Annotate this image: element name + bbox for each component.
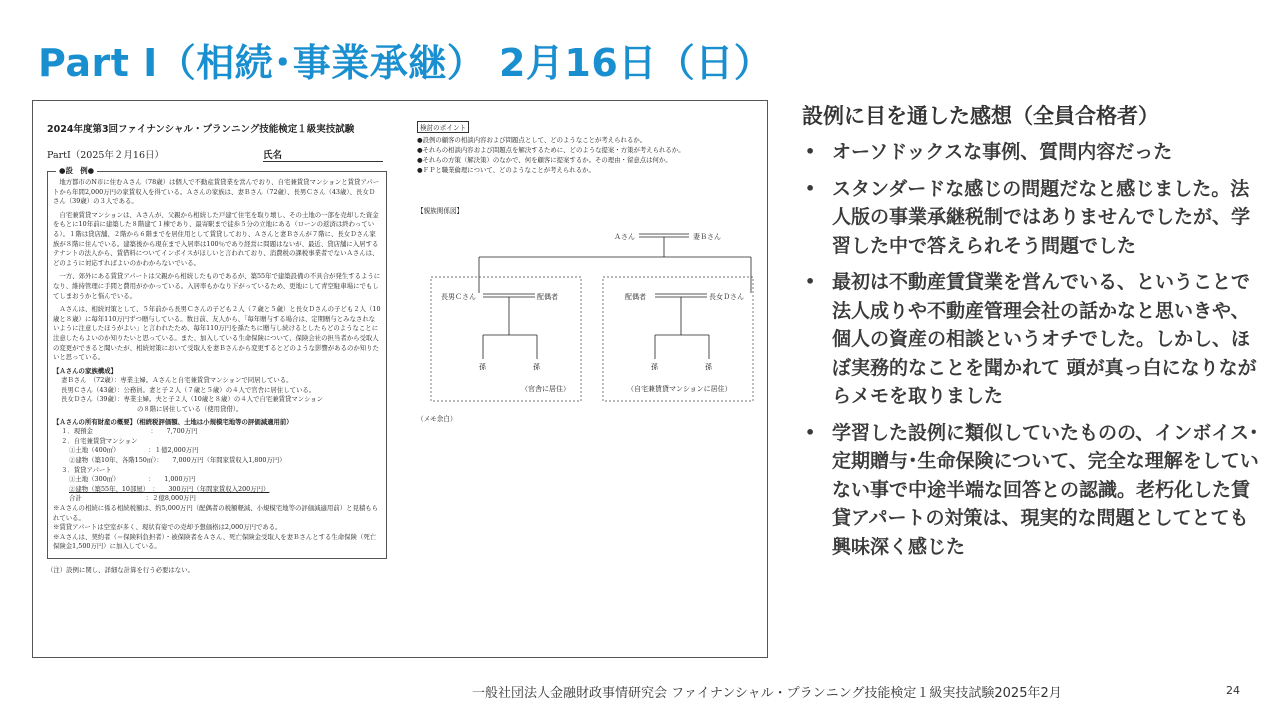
remark: ※Ａさんは、契約者（＝保険料負担者）・被保険者をＡさん、死亡保険金受取人を妻Ｂさんとする生命保険（死亡保険金1,500万円）に加入している。 [53, 532, 377, 551]
point-item: ●ＦＰと職業倫理について、どのようなことが考えられるか。 [417, 166, 595, 174]
page-number: 24 [1226, 684, 1240, 697]
family-chart-title: 【親族関係図】 [417, 207, 464, 215]
footnote: （注）設例に関し、詳細な計算を行う必要はない。 [47, 565, 194, 574]
points-title: 検討のポイント [417, 121, 469, 133]
exam-title: 2024年度第3回ファイナンシャル・プランニング技能検定１級実技試験 [47, 124, 355, 135]
remark: ※賃貸アパートは空室が多く、現状有姿での売却予想価格は2,000万円である。 [53, 523, 282, 532]
remark: ※Ａさんの相続に係る相続税額は、約5,000万円（配偶者の税額軽減、小規模宅地等の評価減適用前）と見積もられている。 [53, 504, 379, 522]
tree-label-a: Ａさん [614, 233, 635, 241]
case-box [47, 166, 387, 559]
case-label: ●設 例● [56, 166, 97, 176]
tree-label-d-spouse: 配偶者 [625, 293, 646, 301]
bullet-icon: • [805, 178, 816, 198]
commentary-item: • 最初は不動産賃貸業を営んでいる、ということで法人成りや不動産管理会社の話かなと思いきや、個人の資産の相談というオチでした。しかし、ほぼ実務的なことを聞かれて 頭が真っ白になりながらメモを取りました [802, 268, 1262, 411]
tree-label-d: 長女Ｄさん [709, 293, 744, 301]
point-item: ●設例の顧客の相談内容および問題点として、どのようなことが考えられるか。 [417, 136, 647, 144]
commentary-panel [802, 100, 1262, 569]
point-item: ●それらの方策（解決策）のなかで、何を顧客に提案するか。その理由・留意点は何か。 [417, 156, 672, 164]
points-column [417, 115, 757, 423]
asset-total: 合計 ：２億8,000万円 [69, 494, 196, 503]
case-paragraph: 自宅兼賃貸マンションは、Ａさんが、父親から相続した戸建て住宅を取り壊し、その土地の一部を売却した資金をもとに10年前に建築した８階建て１棟であり、最寄駅まで徒歩５分の立地にある（ローンの返済は終わっている）。１階は貸店舗、２階から６階までを居住用として賃貸しており、Ａさんと妻Ｂさんが７階に、長女Ｄさん家族が８階に住んでいる。建築後から現在まで入居率は100％であり経営に問題はないが、最近、貸店舗に入居するテナントの法人から、賃借料についてインボイスがほしいと言われており、消費税の課税事業者でないＡさんは、どのように対応すればよいのかわからないでいる。 [53, 210, 379, 267]
name-label: 氏名 [263, 150, 283, 161]
bullet-icon: • [805, 142, 816, 161]
tree-label-c-home: （官舎に居住） [521, 385, 570, 393]
asset-line: １．現預金 ： 7,700万円 [61, 427, 198, 436]
tree-label-c-spouse: 配偶者 [537, 293, 558, 301]
footer-source: 一般社団法人金融財政事情研究会 ファイナンシャル・プランニング技能検定１級実技試験2025年2月 [472, 686, 1062, 701]
asset-line: ①土地（400㎡） ：１億2,000万円 [69, 446, 199, 455]
family-line: 妻Ｂさん （72歳）：専業主婦。Ａさんと自宅兼賃貸マンションで同居している。 [61, 376, 293, 385]
name-underline [263, 161, 383, 162]
commentary-item: • スタンダードな感じの問題だなと感じました。法人版の事業承継税制ではありませんでしたが、学習した中で答えられそう問題でした [802, 175, 1262, 261]
case-paragraph: 地方都市のN市に住むＡさん（78歳）は個人で不動産賃貸業を営んでおり、自宅兼賃貸マンションと賃貸アパートから年間2,000万円の家賃収入を得ている。Ａさんの家族は、妻Ｂさん（72歳）、長男Ｃさん（43歳）、長女Ｄさん（39歳）の３人である。 [53, 178, 380, 206]
family-line: 長女Ｄさん（39歳）：専業主婦。夫と子２人（10歳と８歳）の４人で自宅兼賃貸マンション [61, 395, 324, 404]
part-line [47, 147, 387, 161]
part-date: PartⅠ（2025年２月16日） [47, 150, 165, 161]
slide-title: Part I（相続･事業承継） 2月16日（日） [38, 41, 773, 85]
exam-document [32, 100, 768, 658]
commentary-list [802, 138, 1262, 561]
bullet-icon: • [805, 422, 816, 442]
family-tree-diagram [417, 223, 757, 413]
commentary-item: • 学習した設例に類似していたものの、インボイス･定期贈与･生命保険について、完全な理解をしていない事で中途半端な回答との認識。老朽化した賃貸アパートの対策は、現実的な問題としてとても興味深く感じた [802, 419, 1262, 562]
asset-line: ２．自宅兼賃貸マンション [61, 436, 138, 445]
family-section-title: 【Ａさんの家族構成】 [53, 366, 117, 375]
tree-label-grandchild: 孫 [705, 363, 712, 371]
points-list [417, 135, 757, 175]
assets-section-title: 【Ａさんの所有財産の概要】（相続税評価額、土地は小規模宅地等の評価減適用前） [53, 417, 293, 426]
tree-label-c: 長男Ｃさん [441, 293, 476, 301]
asset-line: ３．賃貸アパート [61, 465, 112, 474]
commentary-heading: 設例に目を通した感想（全員合格者） [802, 104, 1159, 128]
memo-space: （メモ余白） [417, 415, 457, 423]
tree-label-b: 妻Ｂさん [693, 233, 721, 241]
case-paragraph: Ａさんは、相続対策として、５年前から長男Ｃさんの子ども２人（７歳と５歳）と長女Ｄさんの子ども２人（10歳と８歳）に毎年110万円ずつ贈与している。数日前、友人から、「毎年贈与する場合は、定期贈与とみなされないように注意したほうがよい」と言われたため、毎年110万円を孫たちに贈与し続けるとしたらどのようなことに注意したらよいのか知りたいと思っている。また、加入している生命保険について、保険会社の担当者から受取人の変更ができると聞いたが、相続対策において受取人を妻Ｂさんから変更するとどのような影響があるのか知りたいと思っている。 [53, 305, 381, 362]
case-paragraph: 一方、郊外にある賃貸アパートは父親から相続したものであるが、築55年で建築設備の不具合が発生するようになり、維持管理に手間と費用がかかっている。入居率もかなり下がっているため、更地にして青空駐車場にでもしてしまおうかと悩んでいる。 [53, 272, 381, 300]
asset-line: ②建物（築10年、各階150㎡）： 7,000万円（年間家賃収入1,800万円） [69, 456, 286, 465]
tree-label-grandchild: 孫 [533, 363, 540, 371]
asset-line: ②建物（築55年、10部屋） ： 300万円（年間家賃収入200万円） [69, 484, 270, 493]
case-column [47, 115, 387, 574]
family-line: 長男Ｃさん（43歳）：公務員。妻と子２人（７歳と５歳）の４人で官舎に居住している。 [61, 385, 316, 394]
family-line: の８階に居住している（使用貸借）。 [137, 405, 243, 414]
tree-label-d-home: （自宅兼賃貸マンションに居住） [627, 385, 732, 393]
tree-label-grandchild: 孫 [651, 363, 658, 371]
commentary-item: • オーソドックスな事例、質問内容だった [802, 138, 1262, 167]
tree-label-grandchild: 孫 [479, 363, 486, 371]
bullet-icon: • [805, 272, 816, 291]
point-item: ●それらの相談内容および問題点を解決するために、どのような提案・方策が考えられるか。 [417, 146, 685, 154]
asset-line: ①土地（300㎡） ： 1,000万円 [69, 475, 196, 484]
